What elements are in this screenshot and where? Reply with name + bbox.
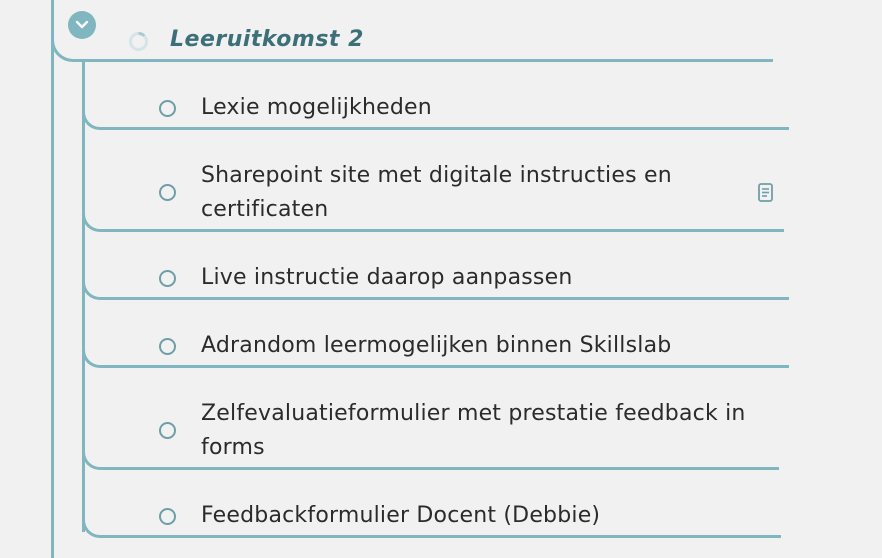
progress-ring-icon	[128, 31, 149, 52]
list-item[interactable]	[82, 300, 790, 368]
item-label-line-1: Zelfevaluatieformulier met prestatie feedback in	[201, 401, 746, 426]
chevron-down-icon	[75, 20, 89, 30]
list-item[interactable]	[82, 130, 785, 232]
item-divider	[103, 535, 781, 538]
section-title[interactable]: Leeruitkomst 2	[170, 27, 364, 52]
note-icon[interactable]	[758, 183, 773, 202]
item-checkbox[interactable]	[159, 270, 176, 287]
list-item[interactable]	[82, 232, 790, 300]
item-checkbox[interactable]	[159, 184, 176, 201]
list-item[interactable]	[82, 368, 780, 470]
collapse-toggle-button[interactable]	[68, 11, 96, 39]
item-checkbox[interactable]	[159, 338, 176, 355]
list-item[interactable]	[82, 470, 782, 538]
item-checkbox[interactable]	[159, 422, 176, 439]
item-label-line-2: forms	[201, 435, 265, 460]
item-label: Adrandom leermogelijken binnen Skillslab	[201, 333, 672, 358]
item-label: Lexie mogelijkheden	[201, 95, 432, 120]
item-checkbox[interactable]	[159, 508, 176, 525]
tree-trunk-line	[51, 0, 54, 558]
item-label: Feedbackformulier Docent (Debbie)	[201, 503, 601, 528]
item-label-line-2: certificaten	[201, 197, 329, 222]
item-label-line-1: Sharepoint site met digitale instructies en	[201, 163, 672, 188]
item-checkbox[interactable]	[159, 100, 176, 117]
item-label: Live instructie daarop aanpassen	[201, 265, 573, 290]
list-item[interactable]	[82, 62, 790, 130]
